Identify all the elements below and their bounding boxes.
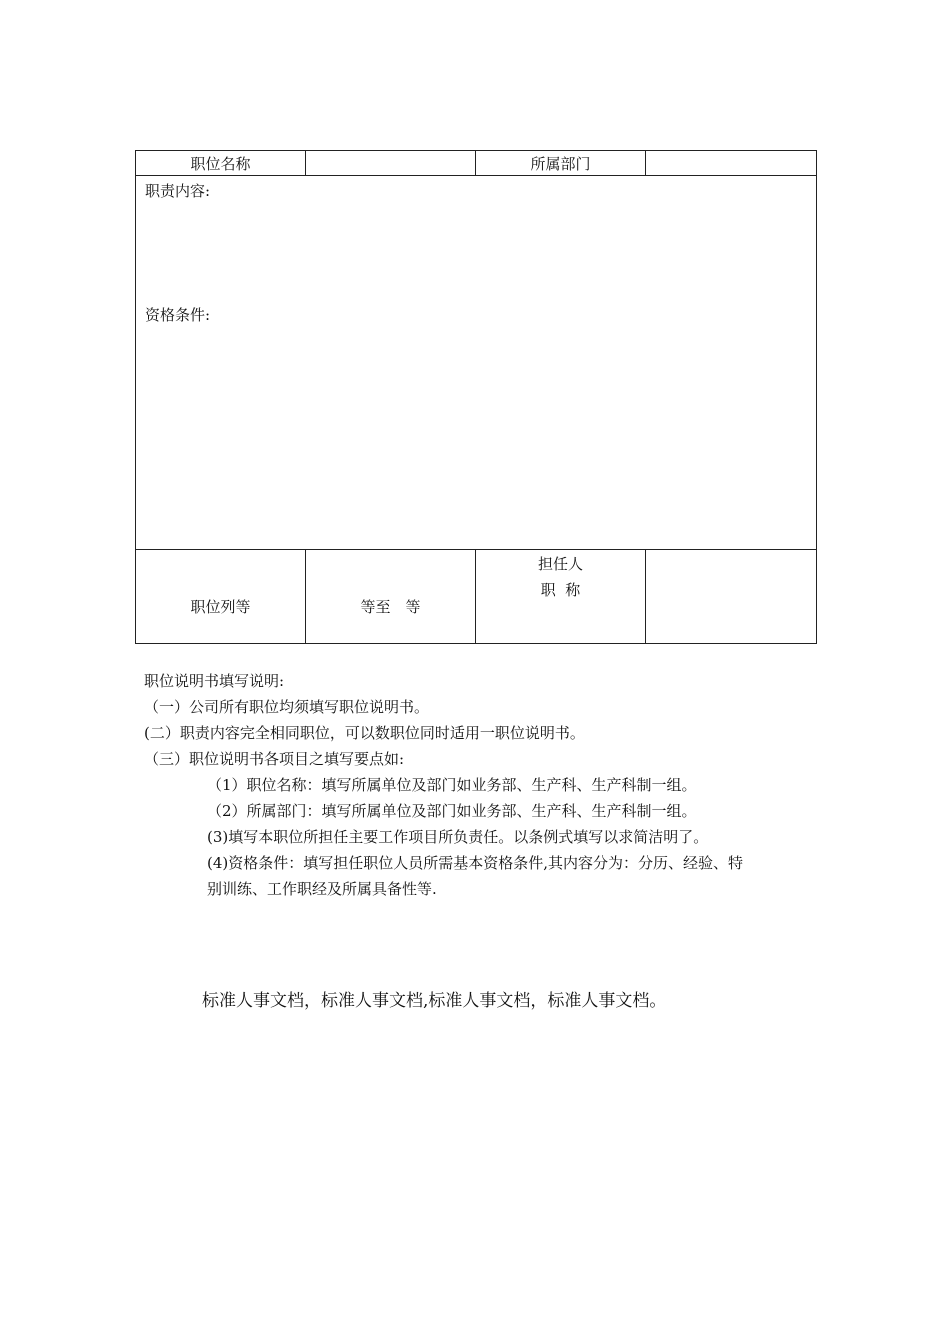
instruction-item-3: （三）职位说明书各项目之填写要点如: xyxy=(144,750,405,768)
rank-label: 职位列等 xyxy=(190,598,251,616)
holder-title-field[interactable] xyxy=(646,550,817,644)
instructions xyxy=(144,668,824,902)
footer-text: 标准人事文档，标准人事文档,标准人事文档，标准人事文档。 xyxy=(202,991,667,1011)
instruction-sub-item-1: （1）职位名称：填写所属单位及部门如业务部、生产科、生产科制一组。 xyxy=(207,776,697,794)
department-label: 所属部门 xyxy=(476,151,646,176)
instruction-sub-item-3: (3)填写本职位所担任主要工作项目所负责任。以条例式填写以求简洁明了。 xyxy=(207,828,709,846)
instruction-item-1: （一）公司所有职位均须填写职位说明书。 xyxy=(144,698,430,716)
holder-label: 担任人 xyxy=(537,555,583,573)
qualifications-label: 资格条件: xyxy=(145,306,211,324)
rank-label-cell xyxy=(136,550,306,644)
instruction-sub-item-4: (4)资格条件：填写担任职位人员所需基本资格条件,其内容分为：分历、经验、特 xyxy=(207,854,744,872)
position-name-label: 职位名称 xyxy=(136,151,306,176)
instruction-sub-item-4-continued: 别训练、工作职经及所属具备性等. xyxy=(207,880,437,898)
rank-value: 等至 等 xyxy=(360,598,421,616)
position-name-field[interactable] xyxy=(306,151,476,176)
department-field[interactable] xyxy=(646,151,817,176)
instruction-item-2: (二）职责内容完全相同职位，可以数职位同时适用一职位说明书。 xyxy=(144,724,585,742)
duties-qualifications-cell[interactable] xyxy=(136,176,817,550)
title-label: 职 称 xyxy=(540,581,581,599)
duties-label: 职责内容: xyxy=(145,182,211,200)
position-description-form xyxy=(135,150,817,644)
holder-title-label-cell xyxy=(476,550,646,644)
instruction-sub-item-2: （2）所属部门：填写所属单位及部门如业务部、生产科、生产科制一组。 xyxy=(207,802,697,820)
rank-value-cell[interactable] xyxy=(306,550,476,644)
instructions-heading: 职位说明书填写说明: xyxy=(144,672,285,690)
